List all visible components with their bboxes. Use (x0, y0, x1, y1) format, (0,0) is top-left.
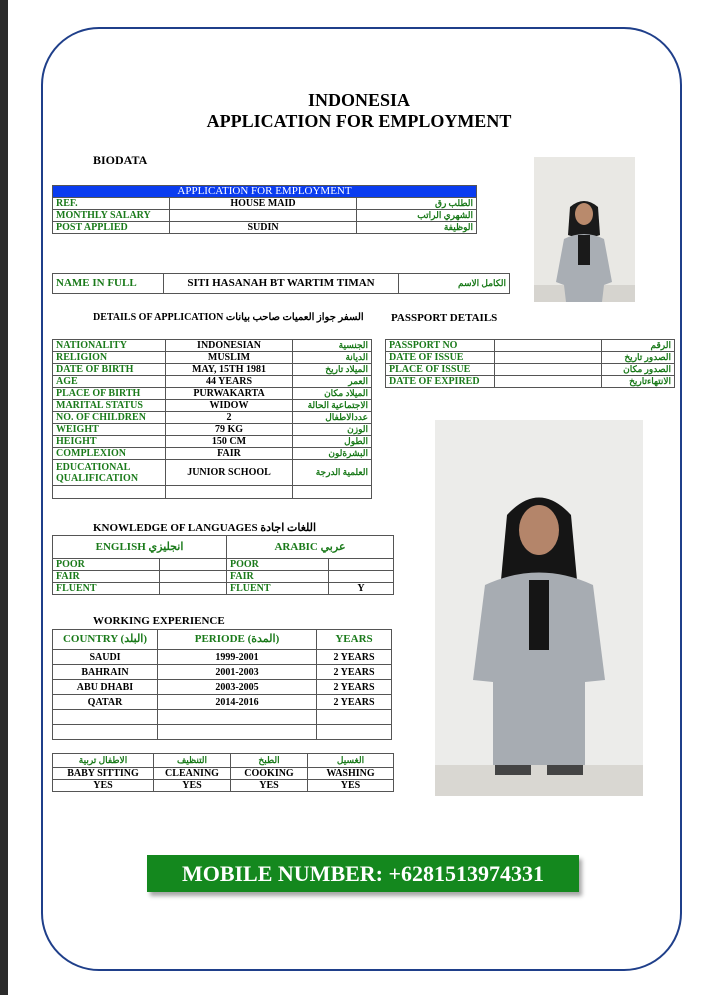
passport-label: DATE OF EXPIRED (386, 376, 495, 388)
detail-value: JUNIOR SCHOOL (166, 460, 293, 486)
skill-arabic: التنظيف (154, 754, 231, 768)
detail-arabic: العمر (293, 376, 372, 388)
language-level: FAIR (53, 571, 160, 583)
ref-arabic: الطلب رق (357, 198, 477, 210)
table-row (53, 210, 477, 222)
detail-label: PLACE OF BIRTH (53, 388, 166, 400)
experience-table (52, 629, 392, 740)
detail-value: WIDOW (166, 400, 293, 412)
skill-arabic: الاطفال تربية (53, 754, 154, 768)
left-dark-edge (0, 0, 8, 995)
detail-label: NATIONALITY (53, 340, 166, 352)
post-value: SUDIN (170, 222, 357, 234)
portrait-photo-large (435, 420, 643, 796)
name-arabic: الكامل الاسم (399, 274, 510, 294)
table-row (53, 222, 477, 234)
english-header: ENGLISH انجليزي (53, 536, 227, 559)
languages-title: KNOWLEDGE OF LANGUAGES اللغات اجادة (93, 522, 317, 534)
skill-value: YES (308, 780, 394, 792)
passport-arabic: الانتهاءتاريخ (602, 376, 675, 388)
ref-label: REF. (53, 198, 170, 210)
skills-table (52, 753, 394, 792)
detail-label: HEIGHT (53, 436, 166, 448)
experience-cell: 1999-2001 (158, 650, 317, 665)
detail-value: MAY, 15TH 1981 (166, 364, 293, 376)
skill-arabic: الطبخ (231, 754, 308, 768)
detail-arabic: الديانة (293, 352, 372, 364)
detail-value: 150 CM (166, 436, 293, 448)
detail-label: COMPLEXION (53, 448, 166, 460)
detail-arabic: الميلاد مكان (293, 388, 372, 400)
detail-arabic: الجنسية (293, 340, 372, 352)
arabic-mark (329, 559, 394, 571)
detail-arabic: عددالاطفال (293, 412, 372, 424)
experience-cell: ABU DHABI (53, 680, 158, 695)
experience-cell: 2001-2003 (158, 665, 317, 680)
passport-arabic: الصدور تاريخ (602, 352, 675, 364)
ref-value: HOUSE MAID (170, 198, 357, 210)
detail-label: EDUCATIONAL QUALIFICATION (53, 460, 166, 486)
experience-cell: 2 YEARS (317, 680, 392, 695)
experience-cell: 2003-2005 (158, 680, 317, 695)
language-level: FAIR (227, 571, 329, 583)
skill-arabic: الغسيل (308, 754, 394, 768)
detail-arabic: الاجتماعية الحالة (293, 400, 372, 412)
passport-arabic: الرقم (602, 340, 675, 352)
detail-arabic: البشرةلون (293, 448, 372, 460)
passport-title: PASSPORT DETAILS (391, 312, 498, 324)
country-title: INDONESIA (307, 90, 411, 110)
skill-value: YES (53, 780, 154, 792)
detail-arabic: الميلاد تاريخ (293, 364, 372, 376)
language-level: FLUENT (227, 583, 329, 595)
experience-header: YEARS (317, 630, 392, 650)
details-table (52, 339, 372, 499)
detail-arabic: العلمية الدرجة (293, 460, 372, 486)
experience-cell: QATAR (53, 695, 158, 710)
salary-arabic: الشهري الراتب (357, 210, 477, 222)
experience-cell: 2 YEARS (317, 695, 392, 710)
arabic-mark (329, 571, 394, 583)
experience-header: PERIODE (المدة) (158, 630, 317, 650)
detail-value: 2 (166, 412, 293, 424)
detail-value: INDONESIAN (166, 340, 293, 352)
application-header: APPLICATION FOR EMPLOYMENT (53, 186, 477, 198)
post-arabic: الوظيفة (357, 222, 477, 234)
detail-value: 44 YEARS (166, 376, 293, 388)
name-value: SITI HASANAH BT WARTIM TIMAN (164, 274, 399, 294)
detail-arabic: الوزن (293, 424, 372, 436)
details-title: DETAILS OF APPLICATION السفر جواز العميات صاحب بيانات (93, 312, 364, 323)
languages-table (52, 535, 394, 595)
detail-label: RELIGION (53, 352, 166, 364)
detail-value: MUSLIM (166, 352, 293, 364)
skill-label: COOKING (231, 768, 308, 780)
experience-cell: 2 YEARS (317, 665, 392, 680)
detail-value: PURWAKARTA (166, 388, 293, 400)
arabic-header: ARABIC عربي (227, 536, 394, 559)
name-table (52, 273, 510, 294)
portrait-photo-small (534, 157, 635, 302)
passport-value (495, 376, 602, 388)
detail-label: DATE OF BIRTH (53, 364, 166, 376)
detail-label: WEIGHT (53, 424, 166, 436)
language-level: POOR (227, 559, 329, 571)
experience-cell: BAHRAIN (53, 665, 158, 680)
skill-value: YES (154, 780, 231, 792)
skill-value: YES (231, 780, 308, 792)
salary-value (170, 210, 357, 222)
detail-arabic: الطول (293, 436, 372, 448)
experience-cell: 2 YEARS (317, 650, 392, 665)
detail-label: AGE (53, 376, 166, 388)
skill-label: WASHING (308, 768, 394, 780)
passport-label: DATE OF ISSUE (386, 352, 495, 364)
detail-label: NO. OF CHILDREN (53, 412, 166, 424)
passport-value (495, 364, 602, 376)
post-label: POST APPLIED (53, 222, 170, 234)
biodata-label: BIODATA (93, 153, 148, 167)
experience-title: WORKING EXPERIENCE (93, 615, 225, 627)
salary-label: MONTHLY SALARY (53, 210, 170, 222)
english-mark (160, 583, 227, 595)
detail-value: FAIR (166, 448, 293, 460)
arabic-mark: Y (329, 583, 394, 595)
name-label: NAME IN FULL (53, 274, 164, 294)
detail-label: MARITAL STATUS (53, 400, 166, 412)
table-row (53, 198, 477, 210)
application-table (52, 185, 477, 234)
form-title: APPLICATION FOR EMPLOYMENT (206, 111, 512, 131)
skill-label: CLEANING (154, 768, 231, 780)
language-level: FLUENT (53, 583, 160, 595)
mobile-number-banner: MOBILE NUMBER: +6281513974331 (147, 855, 579, 892)
passport-table (385, 339, 675, 388)
skill-label: BABY SITTING (53, 768, 154, 780)
english-mark (160, 571, 227, 583)
experience-header: COUNTRY (البلد) (53, 630, 158, 650)
experience-cell: 2014-2016 (158, 695, 317, 710)
passport-label: PASSPORT NO (386, 340, 495, 352)
passport-label: PLACE OF ISSUE (386, 364, 495, 376)
language-level: POOR (53, 559, 160, 571)
experience-cell: SAUDI (53, 650, 158, 665)
passport-arabic: الصدور مكان (602, 364, 675, 376)
passport-value (495, 340, 602, 352)
passport-value (495, 352, 602, 364)
detail-value: 79 KG (166, 424, 293, 436)
english-mark (160, 559, 227, 571)
